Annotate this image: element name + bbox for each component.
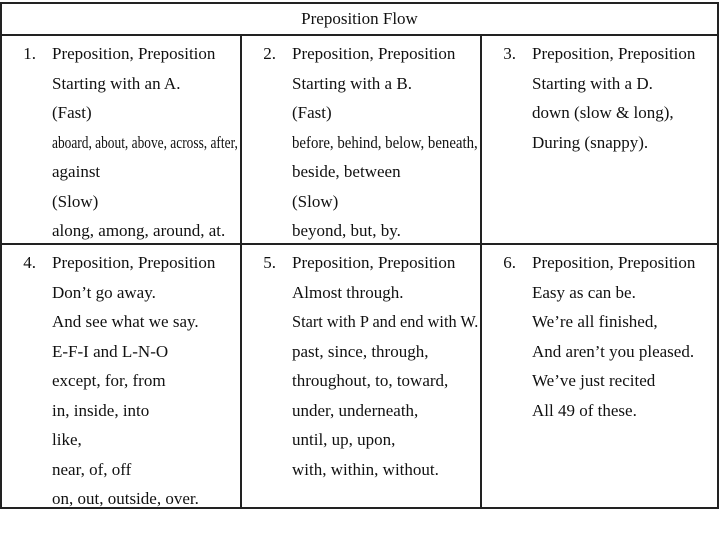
text-line: before, behind, below, beneath, <box>292 132 478 152</box>
table-cell-5 <box>252 245 478 507</box>
item-number: 4. <box>23 253 36 272</box>
text-line: beyond, but, by. <box>292 221 401 240</box>
text-line: under, underneath, <box>292 400 419 420</box>
text-line: All 49 of these. <box>532 400 637 420</box>
text-line: Preposition, Preposition <box>292 253 456 272</box>
text-line: past, since, through, <box>292 341 429 361</box>
cell-lines <box>532 248 718 425</box>
text-line: throughout, to, toward, <box>292 371 449 390</box>
item-number: 5. <box>263 253 276 272</box>
text-line: with, within, without. <box>292 459 439 479</box>
text-line: Almost through. <box>292 282 404 302</box>
column-divider <box>240 36 242 507</box>
text-line: Starting with an A. <box>52 73 181 93</box>
text-line: Easy as can be. <box>532 282 636 302</box>
text-line: Starting with a B. <box>292 73 412 93</box>
item-number: 3. <box>503 44 516 63</box>
item-number: 1. <box>23 44 36 63</box>
text-line: Start with P and end with W. <box>292 312 479 331</box>
text-line: in, inside, into <box>52 400 150 420</box>
text-line: And see what we say. <box>52 312 199 331</box>
text-line: (Fast) <box>292 103 332 122</box>
text-line: beside, between <box>292 162 401 181</box>
text-line: aboard, about, above, across, after, <box>52 132 238 152</box>
item-number: 2. <box>263 44 276 63</box>
text-line: Starting with a D. <box>532 73 653 93</box>
text-line: down (slow & long), <box>532 103 674 122</box>
text-line: (Slow) <box>52 191 99 211</box>
table-cell-2 <box>252 36 478 242</box>
table-cell-3 <box>492 36 718 242</box>
text-line: against <box>52 162 101 181</box>
text-line: We’ve just recited <box>532 371 656 390</box>
text-line: During (snappy). <box>532 132 649 152</box>
text-line: Preposition, Preposition <box>532 44 696 63</box>
text-line: Preposition, Preposition <box>52 253 216 272</box>
text-line: like, <box>52 430 82 449</box>
text-line: Don’t go away. <box>52 282 156 302</box>
text-line: until, up, upon, <box>292 430 396 449</box>
text-line: And aren’t you pleased. <box>532 341 695 361</box>
text-line: Preposition, Preposition <box>292 44 456 63</box>
table-cell-1 <box>12 36 238 242</box>
text-line: on, out, outside, over. <box>52 489 199 508</box>
text-line: Preposition, Preposition <box>52 44 216 63</box>
text-line: except, for, from <box>52 371 166 390</box>
text-line: Preposition, Preposition <box>532 253 696 272</box>
column-divider <box>480 36 482 507</box>
item-number: 6. <box>503 253 516 272</box>
table-cell-4 <box>12 245 238 507</box>
text-line: near, of, off <box>52 459 132 479</box>
cell-lines <box>292 39 478 246</box>
cell-lines <box>52 248 238 514</box>
text-line: along, among, around, at. <box>52 221 226 240</box>
text-line: We’re all finished, <box>532 312 658 331</box>
table-cell-6 <box>492 245 718 507</box>
preposition-table <box>0 2 719 509</box>
text-line: (Fast) <box>52 103 92 122</box>
cell-lines <box>292 248 478 484</box>
cell-lines <box>52 39 238 246</box>
text-line: E-F-I and L-N-O <box>52 341 169 361</box>
cell-lines <box>532 39 718 157</box>
text-line: (Slow) <box>292 191 339 211</box>
table-title: Preposition Flow <box>2 4 717 36</box>
